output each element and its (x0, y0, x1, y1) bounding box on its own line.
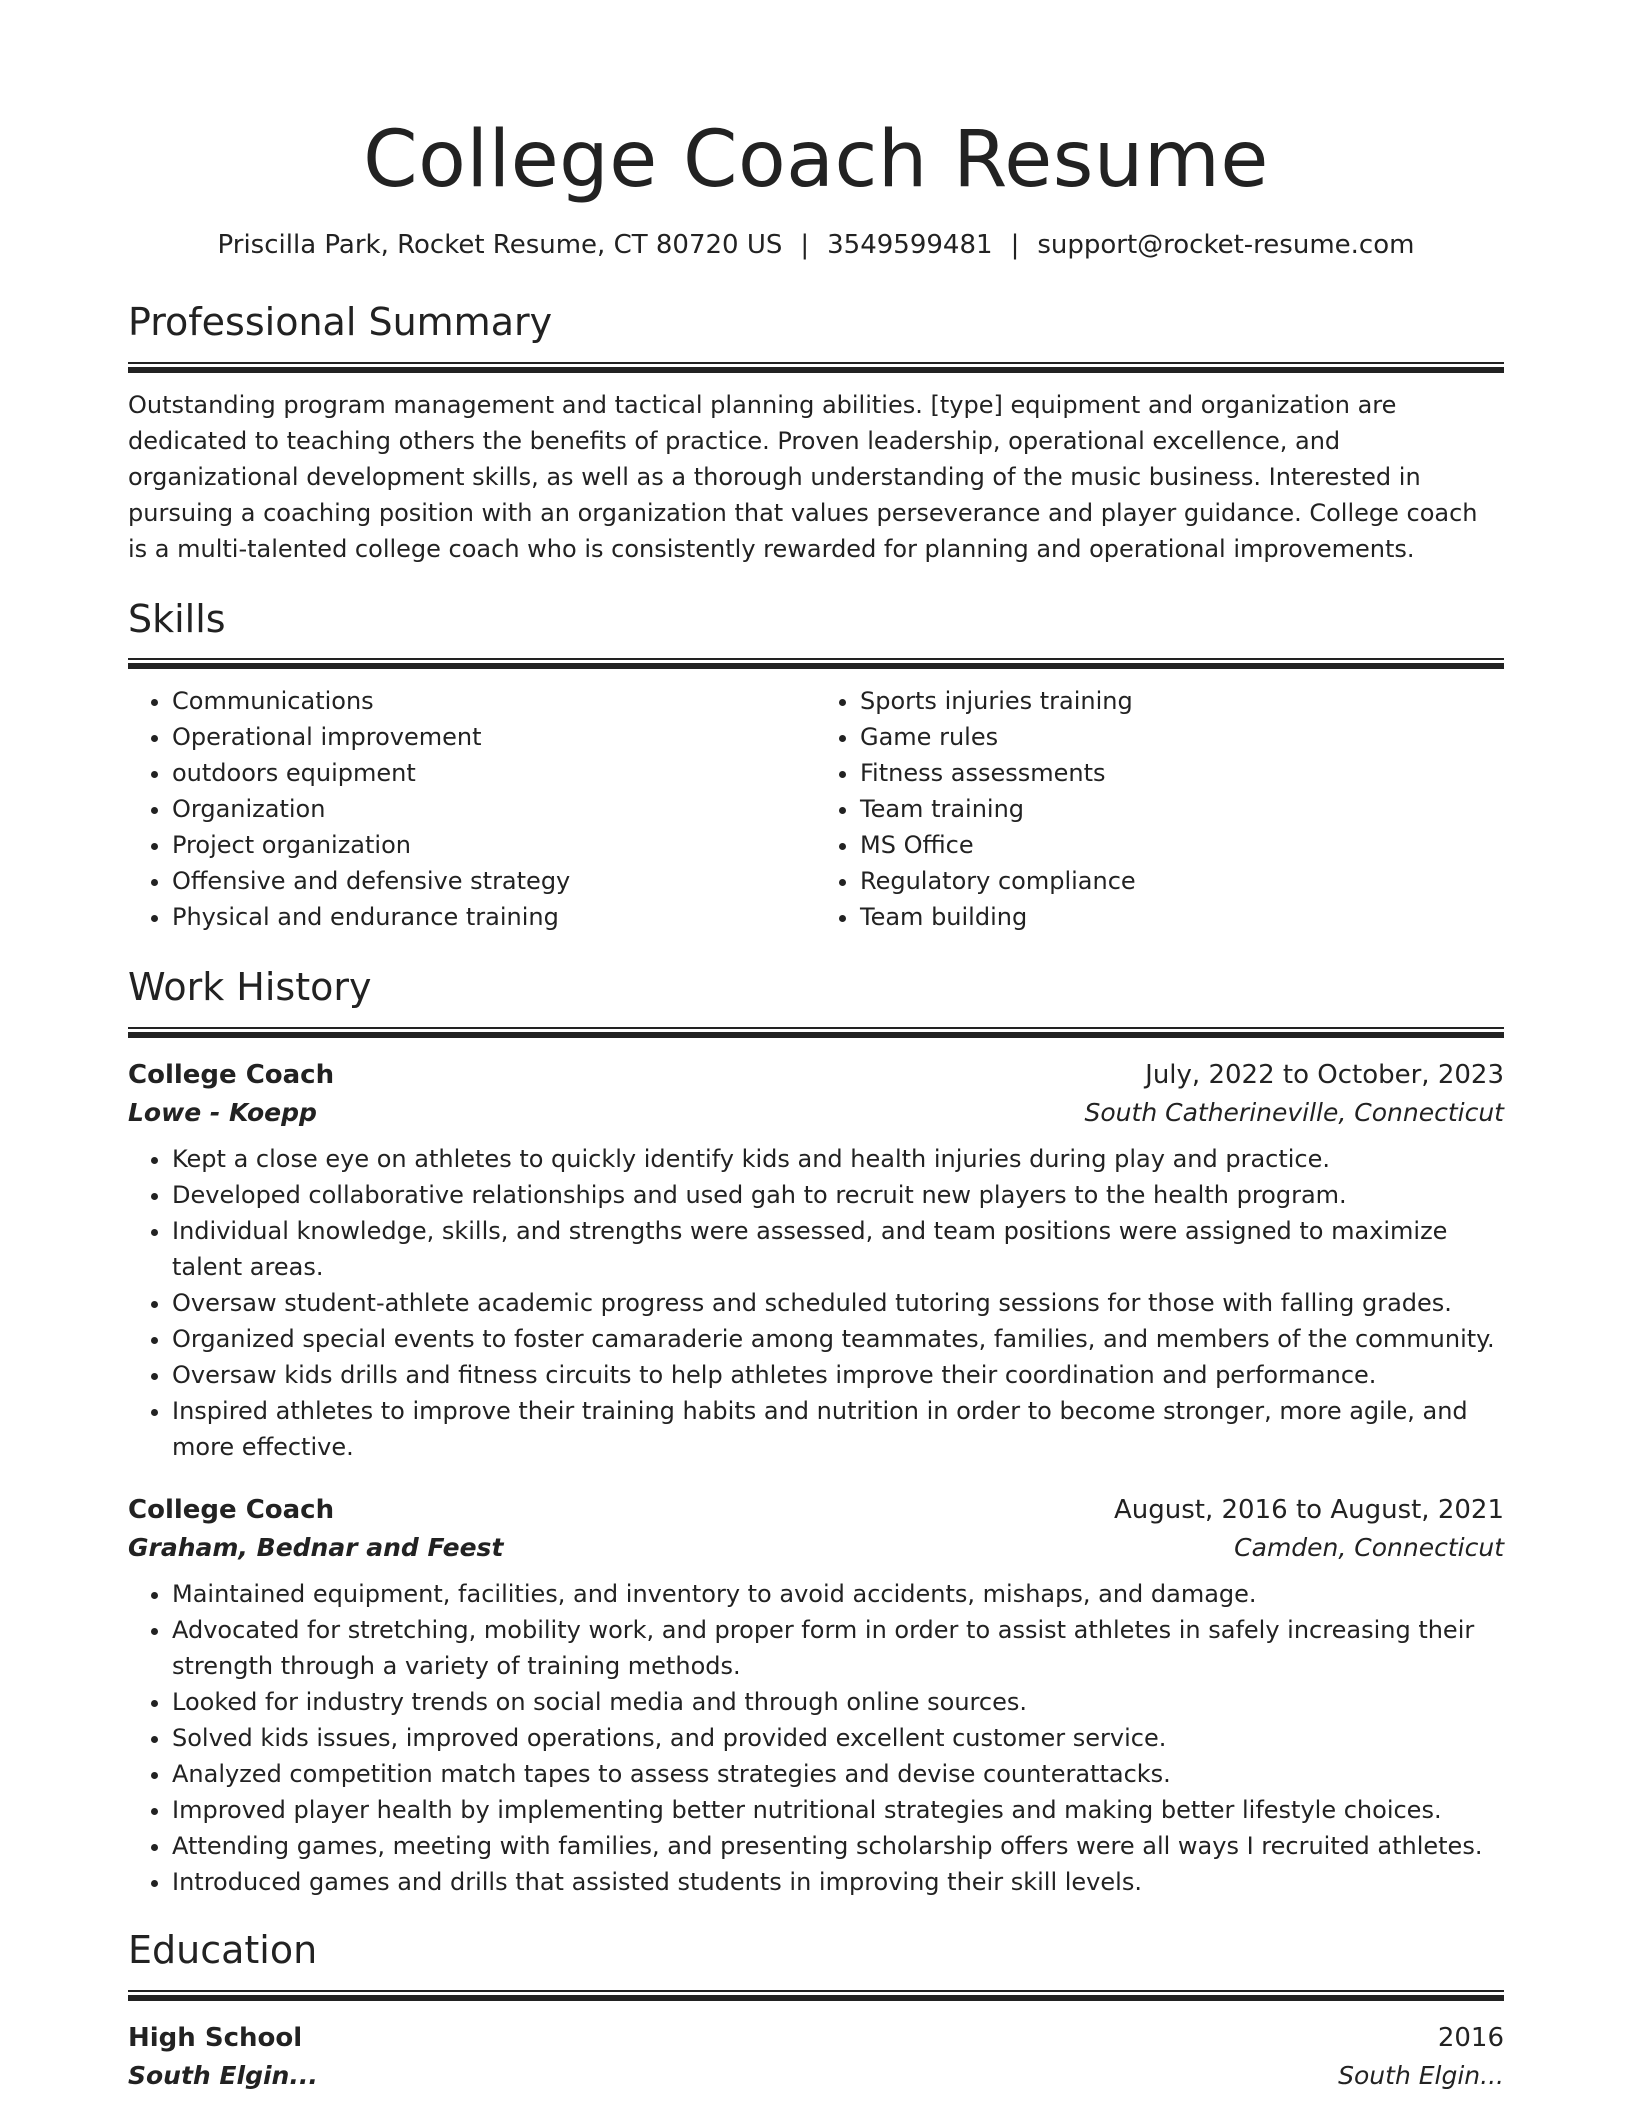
job-bullet: • Advocated for stretching, mobility work, and proper form in order to assist athletes in safely increasing their strength through a variety of training methods. (172, 1612, 1504, 1684)
education-entry (128, 2023, 1504, 2090)
job-bullet: • Analyzed competition match tapes to assess strategies and devise counterattacks. (172, 1756, 1504, 1792)
job-company: Lowe - Koepp (128, 1098, 317, 1128)
section-title-education: Education (128, 1928, 318, 1973)
job-bullet: • Maintained equipment, facilities, and inventory to avoid accidents, mishaps, and damage. (172, 1576, 1504, 1612)
skills-column-right (816, 683, 1504, 935)
job-title: College Coach (128, 1495, 335, 1526)
job-location: Camden, Connecticut (1234, 1533, 1504, 1563)
section-divider (128, 1990, 1504, 2001)
skill-item: • Project organization (172, 827, 816, 863)
job-entry (128, 1060, 1504, 1465)
skill-item: • Fitness assessments (860, 755, 1504, 791)
contact-phone: 3549599481 (827, 229, 993, 260)
skill-item: • outdoors equipment (172, 755, 816, 791)
education-section (128, 1930, 1504, 2090)
section-title-work-history: Work History (128, 965, 372, 1010)
job-bullet: • Solved kids issues, improved operations, and provided excellent customer service. (172, 1720, 1504, 1756)
skill-item: • Regulatory compliance (860, 863, 1504, 899)
contact-line (128, 230, 1504, 260)
summary-section (128, 299, 1504, 567)
job-bullet: • Introduced games and drills that assisted students in improving their skill levels. (172, 1864, 1504, 1900)
skill-item: • Offensive and defensive strategy (172, 863, 816, 899)
job-bullet: • Looked for industry trends on social media and through online sources. (172, 1684, 1504, 1720)
summary-text: Outstanding program management and tactical planning abilities. [type] equipment and organization are dedicated to teaching others the benefits of practice. Proven leadership, operational excellence, and organizational development skills, as well as a thorough understanding of the music business. Interested in pursuing a coaching position with an organization that values perseverance and player guidance. College coach is a multi-talented college coach who is consistently rewarded for planning and operational improvements. (128, 390, 1478, 563)
job-bullet: • Inspired athletes to improve their training habits and nutrition in order to become stronger, more agile, and more effective. (172, 1393, 1504, 1465)
job-bullet: • Kept a close eye on athletes to quickly identify kids and health injuries during play and practice. (172, 1141, 1504, 1177)
contact-separator: | (1010, 229, 1020, 260)
job-bullets (128, 1141, 1504, 1465)
education-year: 2016 (1437, 2022, 1504, 2053)
skill-item: • Sports injuries training (860, 683, 1504, 719)
job-location: South Catherineville, Connecticut (1084, 1098, 1504, 1128)
job-entry (128, 1495, 1504, 1900)
contact-email: support@rocket-resume.com (1037, 229, 1415, 260)
skills-column-left (128, 683, 816, 935)
job-company: Graham, Bednar and Feest (128, 1533, 504, 1563)
job-dates: August, 2016 to August, 2021 (1114, 1495, 1504, 1526)
skill-item: • Game rules (860, 719, 1504, 755)
job-bullet: • Oversaw student-athlete academic progress and scheduled tutoring sessions for those with falling grades. (172, 1285, 1504, 1321)
skills-list (128, 683, 1504, 935)
section-divider (128, 1027, 1504, 1038)
section-divider (128, 362, 1504, 373)
skill-item: • Team training (860, 791, 1504, 827)
skill-item: • MS Office (860, 827, 1504, 863)
section-divider (128, 658, 1504, 669)
job-bullet: • Organized special events to foster camaraderie among teammates, families, and members of the community. (172, 1321, 1504, 1357)
education-location: South Elgin... (1338, 2060, 1504, 2090)
education-degree: High School (128, 2022, 303, 2053)
job-bullets (128, 1576, 1504, 1900)
work-history-section (128, 967, 1504, 1900)
job-dates: July, 2022 to October, 2023 (1145, 1060, 1504, 1091)
contact-address: Priscilla Park, Rocket Resume, CT 80720 US (217, 229, 783, 260)
skills-section (128, 596, 1504, 936)
skill-item: • Organization (172, 791, 816, 827)
education-school: South Elgin... (128, 2060, 318, 2090)
skill-item: • Physical and endurance training (172, 899, 816, 935)
job-bullet: • Developed collaborative relationships and used gah to recruit new players to the health program. (172, 1177, 1504, 1213)
resume-title: College Coach Resume (363, 115, 1269, 205)
section-title-summary: Professional Summary (128, 299, 553, 344)
skill-item: • Operational improvement (172, 719, 816, 755)
contact-separator: | (800, 229, 810, 260)
skill-item: • Communications (172, 683, 816, 719)
job-bullet: • Improved player health by implementing better nutritional strategies and making better lifestyle choices. (172, 1792, 1504, 1828)
job-bullet: • Individual knowledge, skills, and strengths were assessed, and team positions were assigned to maximize talent areas. (172, 1213, 1504, 1285)
section-title-skills: Skills (128, 596, 226, 641)
job-title: College Coach (128, 1060, 335, 1091)
job-bullet: • Attending games, meeting with families, and presenting scholarship offers were all ways I recruited athletes. (172, 1828, 1504, 1864)
skill-item: • Team building (860, 899, 1504, 935)
job-bullet: • Oversaw kids drills and fitness circuits to help athletes improve their coordination and performance. (172, 1357, 1504, 1393)
